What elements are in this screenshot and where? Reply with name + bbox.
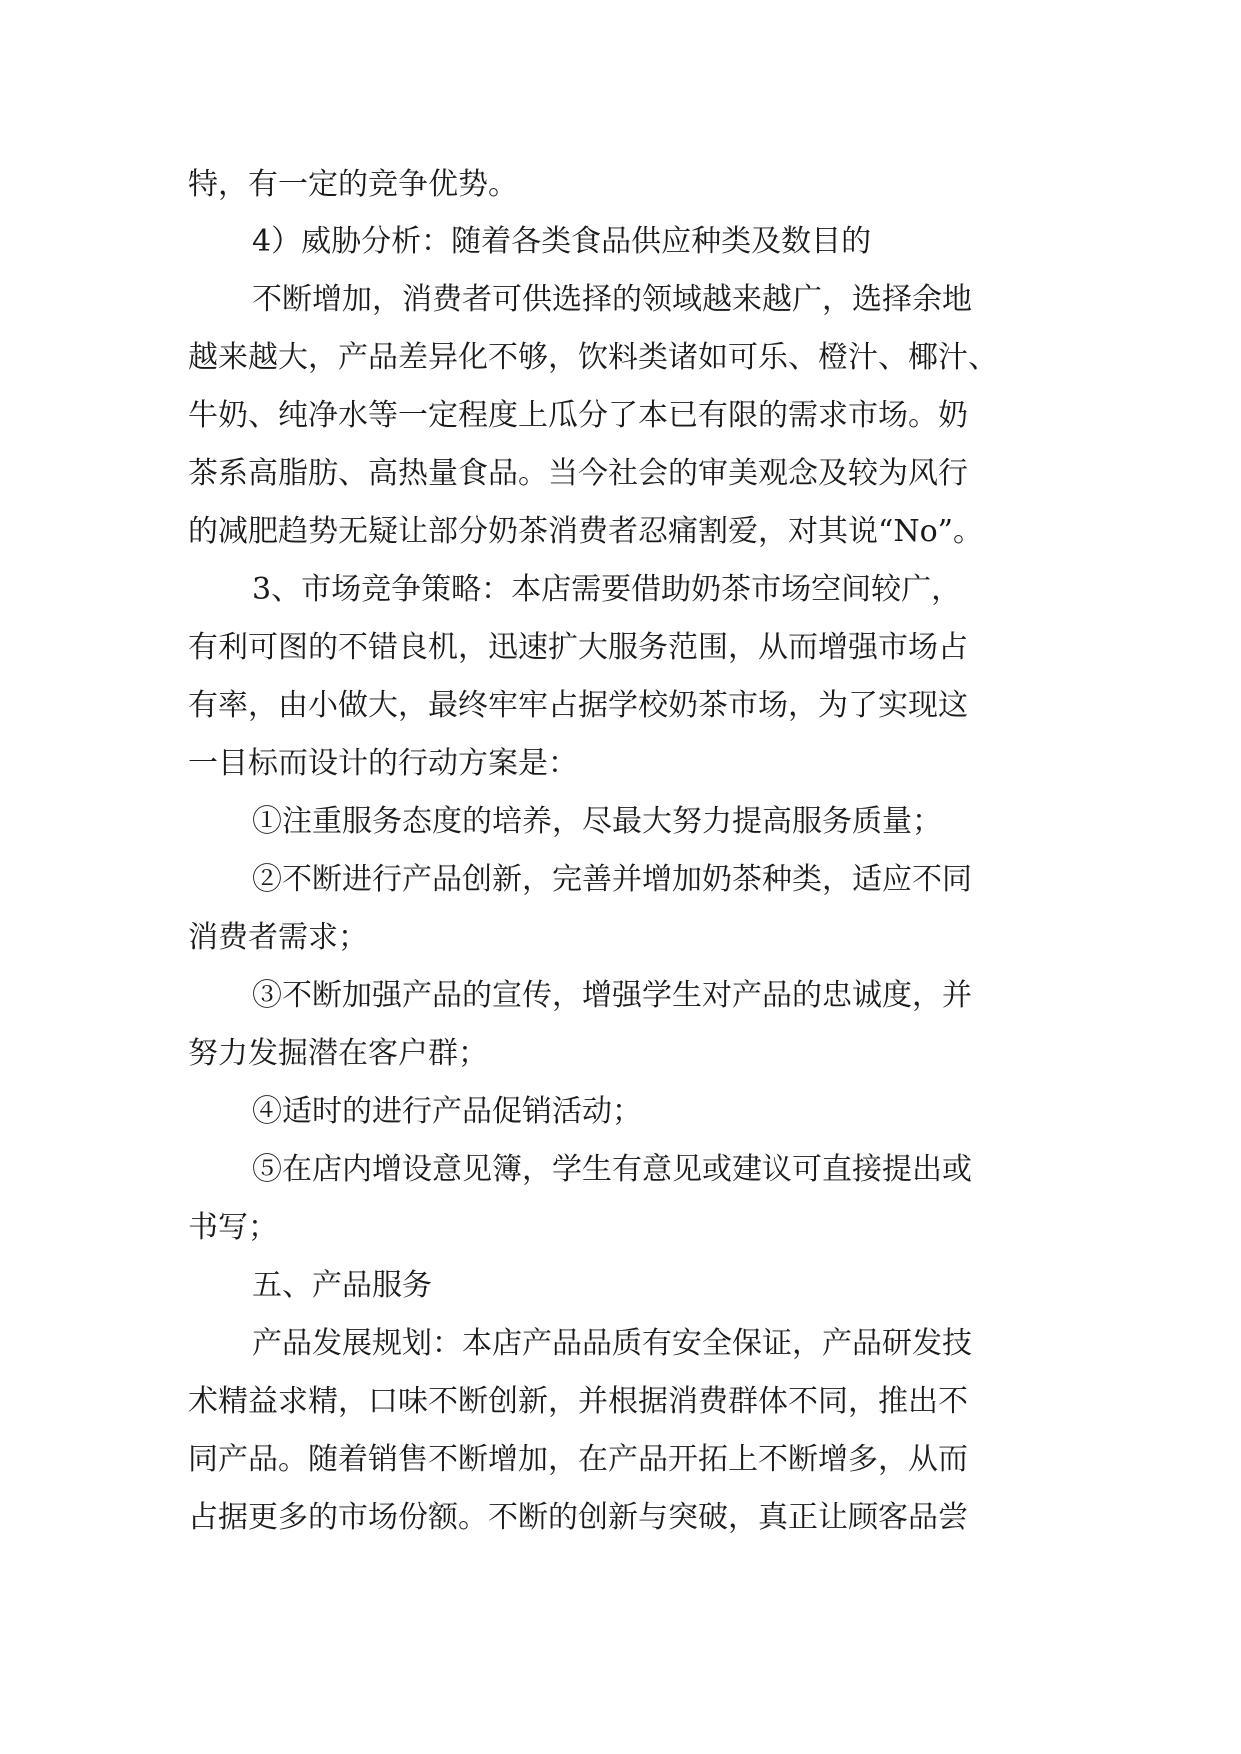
text-line: 消费者需求； [188, 920, 368, 955]
text-line: 越来越大，产品差异化不够，饮料类诸如可乐、橙汁、椰汁、 [188, 340, 998, 375]
text-line: 3、市场竞争策略：本店需要借助奶茶市场空间较广， [252, 572, 962, 607]
text-line: 不断增加，消费者可供选择的领域越来越广，选择余地 [252, 282, 972, 317]
text-line: 牛奶、纯净水等一定程度上瓜分了本已有限的需求市场。奶 [188, 398, 968, 433]
section-heading: 五、产品服务 [252, 1268, 432, 1303]
text-line: 4）威胁分析：随着各类食品供应种类及数目的 [252, 224, 872, 259]
text-line: 书写； [188, 1210, 278, 1245]
text-line: 一目标而设计的行动方案是： [188, 746, 578, 781]
text-line: 术精益求精，口味不断创新，并根据消费群体不同，推出不 [188, 1384, 968, 1419]
list-item: ①注重服务态度的培养，尽最大努力提高服务质量； [252, 804, 942, 839]
text-line: 占据更多的市场份额。不断的创新与突破，真正让顾客品尝 [188, 1500, 968, 1535]
list-item: ④适时的进行产品促销活动； [252, 1094, 642, 1129]
list-item: ⑤在店内增设意见簿，学生有意见或建议可直接提出或 [252, 1152, 972, 1187]
text-line: 有利可图的不错良机，迅速扩大服务范围，从而增强市场占 [188, 630, 968, 665]
text-line: 有率，由小做大，最终牢牢占据学校奶茶市场，为了实现这 [188, 688, 968, 723]
text-line: 同产品。随着销售不断增加，在产品开拓上不断增多，从而 [188, 1442, 968, 1477]
list-item: ③不断加强产品的宣传，增强学生对产品的忠诚度，并 [252, 978, 972, 1013]
text-line: 努力发掘潜在客户群； [188, 1036, 488, 1071]
list-item: ②不断进行产品创新，完善并增加奶茶种类，适应不同 [252, 862, 972, 897]
text-line: 特，有一定的竞争优势。 [188, 167, 518, 202]
text-line: 的减肥趋势无疑让部分奶茶消费者忍痛割爱，对其说“No”。 [188, 514, 983, 549]
text-line: 产品发展规划：本店产品品质有安全保证，产品研发技 [252, 1326, 972, 1361]
text-line: 茶系高脂肪、高热量食品。当今社会的审美观念及较为风行 [188, 456, 968, 491]
